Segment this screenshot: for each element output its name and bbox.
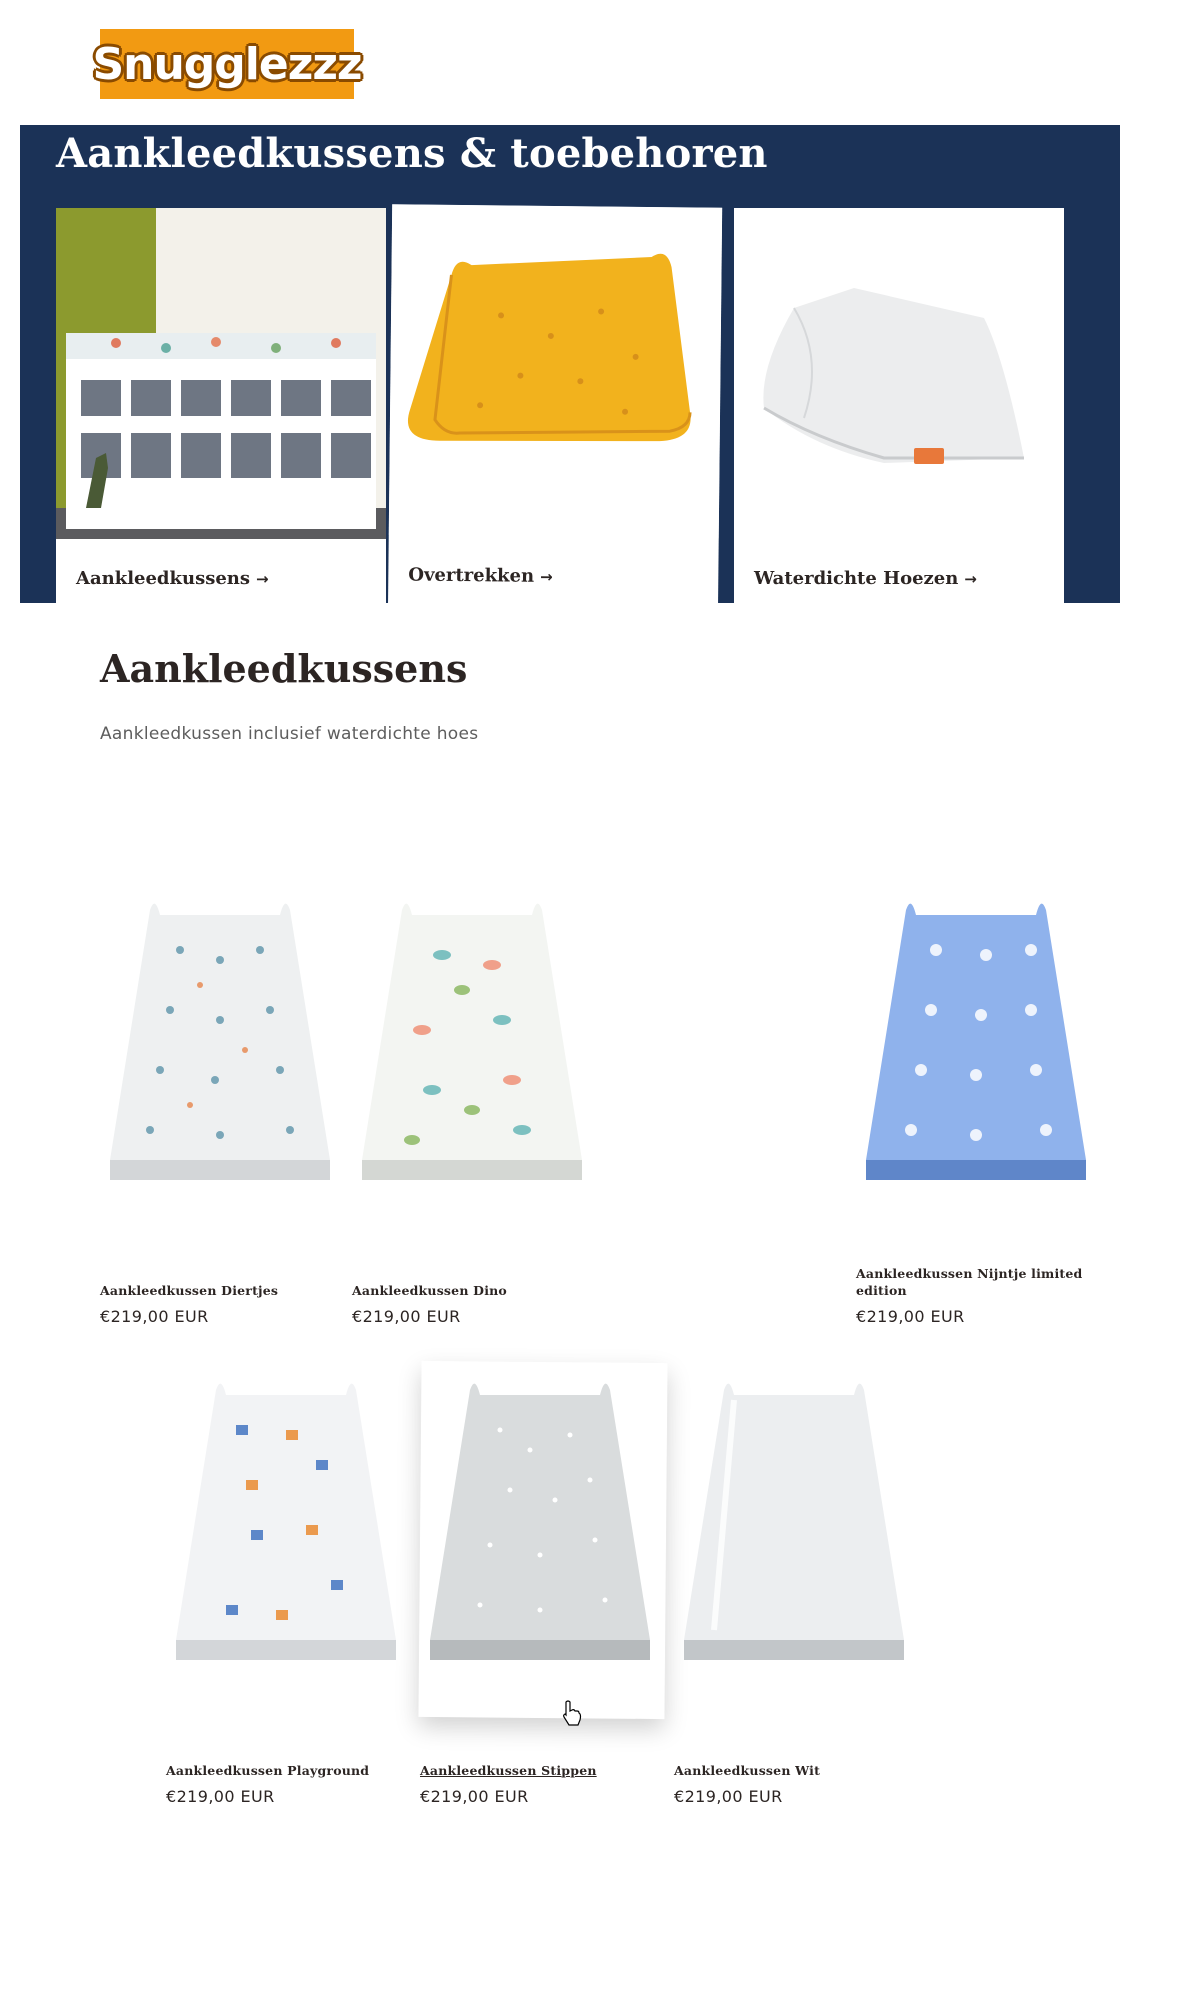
product-image-nijntje — [856, 880, 1098, 1180]
product-title[interactable]: Aankleedkussen Diertjes — [100, 1283, 279, 1298]
category-link-aankleedkussens[interactable] — [76, 568, 269, 589]
product-title[interactable]: Aankleedkussen Dino — [352, 1283, 507, 1298]
product-price: €219,00 EUR — [166, 1787, 275, 1806]
category-card-aankleedkussens[interactable] — [56, 208, 386, 603]
category-card-overtrekken[interactable] — [388, 204, 722, 603]
product-price: €219,00 EUR — [352, 1307, 461, 1326]
product-image-stippen — [420, 1360, 662, 1660]
category-label: Aankleedkussens — [76, 568, 251, 589]
arrow-right-icon: → — [964, 570, 977, 588]
product-price: €219,00 EUR — [420, 1787, 529, 1806]
product-price: €219,00 EUR — [856, 1307, 965, 1326]
product-title[interactable]: Aankleedkussen Stippen — [420, 1763, 597, 1778]
product-price: €219,00 EUR — [100, 1307, 209, 1326]
hero-title: Aankleedkussens & toebehoren — [56, 130, 768, 177]
hand-cursor-icon — [560, 1700, 582, 1726]
product-image-dino — [352, 880, 594, 1180]
category-card-waterdichte-hoezen[interactable] — [734, 208, 1064, 603]
collection-title: Aankleedkussens — [100, 646, 468, 691]
category-image-changing-table — [56, 208, 386, 539]
collection-description: Aankleedkussen inclusief waterdichte hoes — [100, 724, 479, 744]
product-title[interactable]: Aankleedkussen Nijntje limited edition — [856, 1266, 1083, 1298]
store-logo[interactable] — [92, 29, 362, 99]
category-label: Overtrekken — [408, 564, 535, 587]
category-image-waterproof-cover — [734, 208, 1064, 539]
category-link-waterdichte-hoezen[interactable] — [754, 568, 977, 589]
product-price: €219,00 EUR — [674, 1787, 783, 1806]
product-title[interactable]: Aankleedkussen Wit — [674, 1763, 821, 1778]
category-hero-banner — [20, 125, 1120, 603]
category-image-yellow-cover — [389, 204, 722, 538]
arrow-right-icon: → — [256, 570, 269, 588]
product-image-diertjes — [100, 880, 342, 1180]
arrow-right-icon: → — [540, 567, 553, 586]
product-title[interactable]: Aankleedkussen Playground — [166, 1763, 370, 1778]
product-image-playground — [166, 1360, 408, 1660]
logo-text: Snugglezzz — [92, 38, 362, 90]
product-image-wit — [674, 1360, 916, 1660]
category-link-overtrekken[interactable] — [408, 564, 553, 587]
category-label: Waterdichte Hoezen — [754, 568, 959, 589]
